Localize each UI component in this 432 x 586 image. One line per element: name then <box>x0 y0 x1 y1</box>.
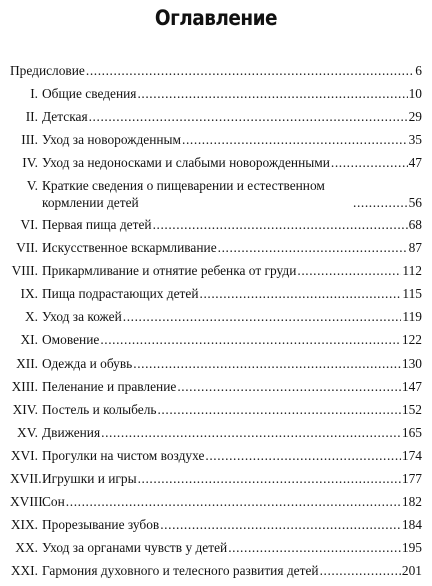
chapter-number: VI. <box>20 217 38 233</box>
page-number: 177 <box>401 470 422 486</box>
toc-entry[interactable] <box>10 240 422 256</box>
dot-leader <box>228 540 401 556</box>
page-number: 115 <box>402 286 422 302</box>
toc-entry[interactable] <box>10 563 422 579</box>
chapter-title: Игрушки и игры <box>42 470 137 486</box>
chapter-title: Уход за органами чувств у детей <box>42 539 228 555</box>
page-number: 122 <box>401 332 422 348</box>
chapter-title: Движения <box>42 424 101 440</box>
toc-entry[interactable] <box>10 540 422 556</box>
page-number: 119 <box>402 309 422 325</box>
chapter-title: Предисловие <box>10 63 85 78</box>
dot-leader <box>200 286 402 302</box>
chapter-title: Пища подрастающих детей <box>42 286 199 302</box>
chapter-title: Пеленание и правление <box>42 378 177 394</box>
chapter-number: XIX. <box>10 516 38 532</box>
chapter-number: IV. <box>22 155 38 171</box>
chapter-title: Гармония духовного и телесного развития детей <box>42 562 319 578</box>
chapter-title: Прогулки на чистом воздухе <box>42 447 205 463</box>
dot-leader <box>138 471 401 487</box>
chapter-title: Прорезывание зубов <box>42 516 160 532</box>
chapter-number: XIV. <box>12 401 38 417</box>
toc-entry[interactable] <box>10 379 422 395</box>
dot-leader <box>66 494 401 510</box>
toc-entry[interactable] <box>10 86 422 102</box>
page-number: 174 <box>401 447 422 463</box>
page-number: 182 <box>401 493 422 509</box>
page-number: 10 <box>408 86 422 102</box>
toc-entry[interactable] <box>10 402 422 418</box>
toc-entry[interactable] <box>10 109 422 125</box>
chapter-title: Детская <box>42 109 88 125</box>
chapter-title: Уход за недоносками и слабыми новорожденными <box>42 155 330 171</box>
chapter-title: Общие сведения <box>42 86 137 102</box>
toc-entry[interactable] <box>10 448 422 464</box>
dot-leader <box>133 356 401 372</box>
page-number: 130 <box>401 355 422 371</box>
page-number: 152 <box>401 401 422 417</box>
dot-leader <box>101 425 401 441</box>
toc-entry[interactable] <box>10 356 422 372</box>
chapter-title: Сон <box>42 493 65 509</box>
page-number: 184 <box>401 516 422 532</box>
chapter-number: XV. <box>17 424 38 440</box>
toc-entry[interactable] <box>10 494 422 510</box>
dot-leader <box>137 86 407 102</box>
dot-leader <box>123 309 402 325</box>
toc-entry[interactable] <box>10 217 422 233</box>
chapter-number: XII. <box>16 355 38 371</box>
toc-entry[interactable] <box>10 517 422 533</box>
chapter-title: Уход за новорожденным <box>42 132 182 148</box>
chapter-number: X. <box>24 309 38 325</box>
chapter-number: XVI. <box>10 447 38 463</box>
chapter-number: III. <box>21 132 38 148</box>
chapter-number: XVII. <box>10 470 42 486</box>
dot-leader <box>182 132 408 148</box>
page-number: 201 <box>401 562 422 578</box>
dot-leader <box>297 263 401 279</box>
page-number: 68 <box>408 217 422 233</box>
page-number: 195 <box>401 539 422 555</box>
chapter-title: Омовение <box>42 332 100 348</box>
dot-leader <box>353 195 408 211</box>
page-number: 56 <box>408 195 422 211</box>
dot-leader <box>153 217 408 233</box>
page-number: 35 <box>408 132 422 148</box>
chapter-title: Искусственное вскармливание <box>42 240 217 256</box>
toc-entry[interactable] <box>10 309 422 325</box>
page-number: 165 <box>401 424 422 440</box>
toc-entry[interactable] <box>10 132 422 148</box>
chapter-title: Уход за кожей <box>42 309 122 325</box>
toc-entry[interactable] <box>10 263 422 279</box>
dot-leader <box>205 448 401 464</box>
dot-leader <box>320 563 401 579</box>
toc-entry[interactable] <box>10 425 422 441</box>
chapter-number: I. <box>30 86 38 102</box>
dot-leader <box>218 240 408 256</box>
toc-entry[interactable] <box>10 286 422 302</box>
chapter-number: VIII. <box>11 263 38 279</box>
page-number: 87 <box>408 240 422 256</box>
chapter-number: IX. <box>20 286 38 302</box>
toc-entry[interactable] <box>10 178 422 211</box>
page-title: Оглавление <box>154 6 278 30</box>
page-number: 6 <box>415 63 422 78</box>
chapter-number: XIII. <box>11 378 38 394</box>
dot-leader <box>100 332 401 348</box>
chapter-number: II. <box>25 109 38 125</box>
dot-leader <box>157 402 400 418</box>
chapter-number: XX. <box>15 539 38 555</box>
chapter-number: XVIII. <box>10 493 47 509</box>
chapter-number: VII. <box>16 240 38 256</box>
toc-entry[interactable] <box>10 155 422 171</box>
dot-leader <box>160 517 401 533</box>
table-of-contents <box>10 63 422 586</box>
chapter-number: V. <box>26 178 38 194</box>
toc-entry[interactable] <box>10 471 422 487</box>
dot-leader <box>86 63 414 79</box>
dot-leader <box>177 379 401 395</box>
page-number: 112 <box>402 263 422 279</box>
chapter-number: XXI. <box>10 562 38 578</box>
toc-entry[interactable] <box>10 332 422 348</box>
chapter-title: Первая пища детей <box>42 217 152 233</box>
page-number: 147 <box>401 378 422 394</box>
page-number: 47 <box>408 155 422 171</box>
page-number: 29 <box>408 109 422 125</box>
chapter-title: Одежда и обувь <box>42 355 133 371</box>
chapter-number: XI. <box>20 332 38 348</box>
dot-leader <box>331 155 408 171</box>
chapter-title: Прикармливание и отнятие ребенка от груди <box>42 263 297 279</box>
dot-leader <box>89 109 408 125</box>
toc-entry[interactable] <box>10 63 422 79</box>
chapter-title: Краткие сведения о пищеварении и естественном кормлении детей <box>42 178 325 210</box>
chapter-title: Постель и колыбель <box>42 401 157 417</box>
